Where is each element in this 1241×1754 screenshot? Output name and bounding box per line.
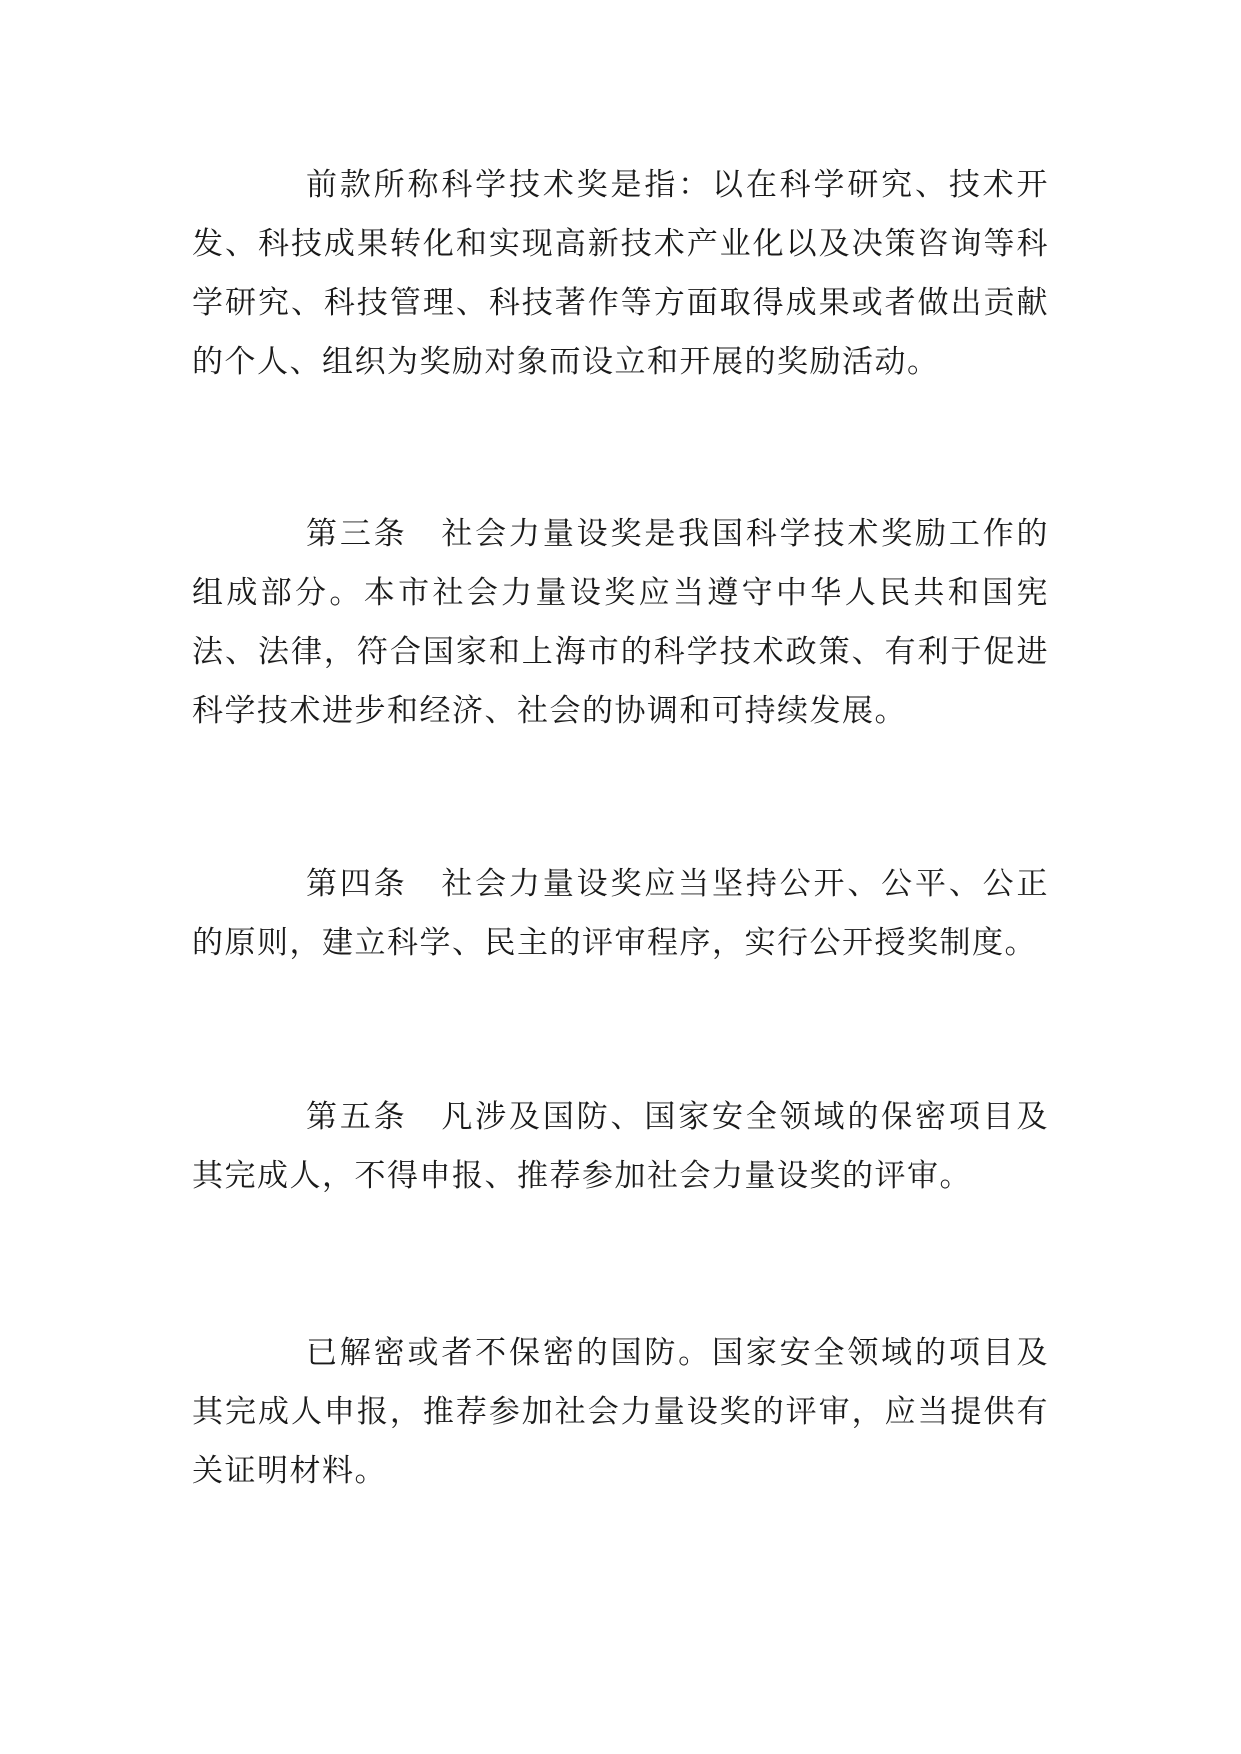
paragraph-article-3: 第三条 社会力量设奖是我国科学技术奖励工作的组成部分。本市社会力量设奖应当遵守中华人民共和国宪法、法律，符合国家和上海市的科学技术政策、有利于促进科学技术进步和经济、社会的协调和可持续发展。 bbox=[192, 516, 1049, 729]
paragraph-declassified-projects: 已解密或者不保密的国防。国家安全领域的项目及其完成人申报，推荐参加社会力量设奖的评审，应当提供有关证明材料。 bbox=[192, 1335, 1049, 1489]
paragraph-article-4: 第四条 社会力量设奖应当坚持公开、公平、公正的原则，建立科学、民主的评审程序，实行公开授奖制度。 bbox=[192, 866, 1049, 961]
paragraph-science-award-definition: 前款所称科学技术奖是指：以在科学研究、技术开发、科技成果转化和实现高新技术产业化以及决策咨询等科学研究、科技管理、科技著作等方面取得成果或者做出贡献的个人、组织为奖励对象而设立和开展的奖励活动。 bbox=[192, 167, 1049, 380]
paragraph-article-5: 第五条 凡涉及国防、国家安全领域的保密项目及其完成人，不得申报、推荐参加社会力量设奖的评审。 bbox=[192, 1099, 1049, 1194]
